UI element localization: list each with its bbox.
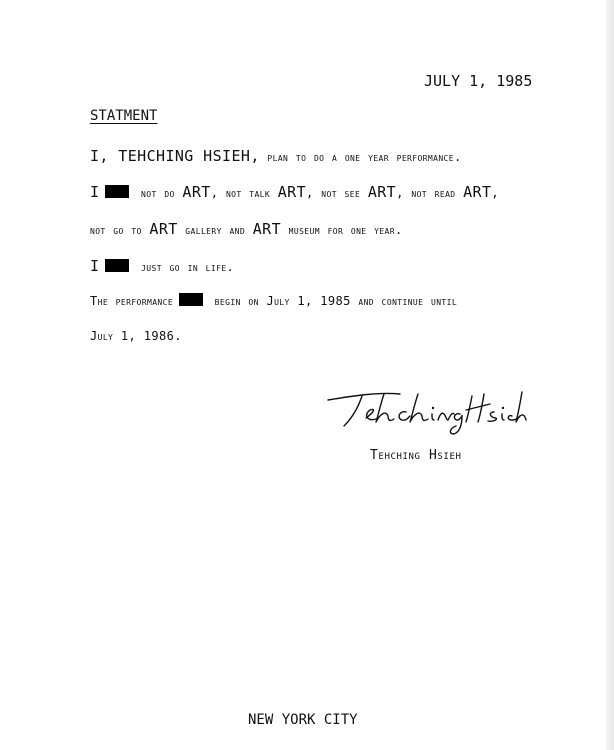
line-1-text: plan to do a one year performance.	[259, 150, 462, 164]
statement-line-2	[90, 183, 499, 201]
line-4-text: just go in life.	[133, 260, 235, 274]
statement-line-6	[90, 329, 182, 343]
line-2-art: ART	[367, 183, 397, 201]
printed-name: Tehching Hsieh	[370, 448, 462, 463]
statement-line-4	[90, 257, 234, 275]
line-2-art: ART	[463, 183, 492, 201]
redaction-bar	[105, 185, 129, 198]
line-3-text: museum for one year.	[281, 223, 403, 237]
handwritten-signature	[322, 386, 527, 438]
line-6-text: .	[174, 329, 182, 343]
redaction-bar	[105, 259, 129, 272]
line-6-date: July 1, 1986	[90, 329, 175, 343]
statement-line-5	[90, 293, 457, 308]
line-2-text: , not talk	[210, 186, 278, 200]
line-1-name: I, TEHCHING HSIEH,	[90, 147, 260, 165]
line-2-text: , not read	[396, 186, 464, 200]
line-5-text: begin on	[207, 294, 267, 308]
line-2-text: not do	[133, 186, 183, 200]
line-4-pronoun: I	[90, 257, 100, 275]
redaction-bar	[179, 293, 203, 306]
line-2-art: ART	[182, 183, 211, 201]
document-footer-location: NEW YORK CITY	[248, 712, 358, 728]
page-edge	[606, 0, 614, 750]
statement-heading: STATMENT	[90, 108, 158, 124]
statement-line-1	[90, 147, 462, 165]
line-3-art: ART	[252, 220, 282, 238]
line-2-text: , not see	[306, 186, 368, 200]
line-5-text: and continue until	[350, 294, 458, 308]
statement-line-3	[90, 220, 403, 238]
document-date: JULY 1, 1985	[424, 72, 533, 90]
line-5-date: July 1, 1985	[266, 294, 351, 308]
line-2-text: ,	[491, 186, 500, 200]
line-2-art: ART	[277, 183, 307, 201]
line-3-text: not go to	[90, 223, 150, 237]
line-3-text: gallery and	[177, 223, 253, 237]
line-5-text: The performance	[90, 294, 174, 308]
line-2-pronoun: I	[90, 183, 100, 201]
line-3-art: ART	[149, 220, 178, 238]
